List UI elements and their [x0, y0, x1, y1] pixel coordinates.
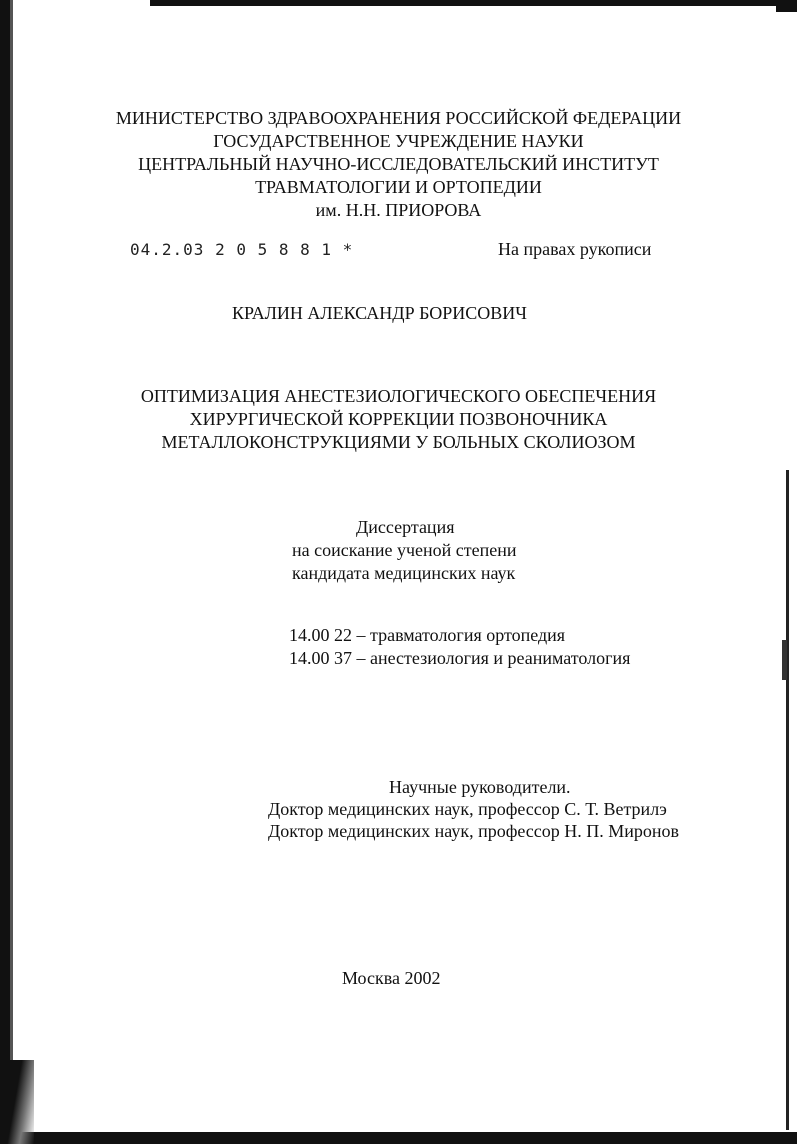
- rights-note: На правах рукописи: [498, 239, 652, 259]
- scan-edge-bottom: [0, 1132, 797, 1144]
- title-line-3: МЕТАЛЛОКОНСТРУКЦИЯМИ У БОЛЬНЫХ СКОЛИОЗОМ: [161, 432, 636, 452]
- supervisors-heading: Научные руководители.: [389, 777, 571, 797]
- scan-edge-right-mark: [782, 640, 787, 680]
- header-institution-type: ГОСУДАРСТВЕННОЕ УЧРЕЖДЕНИЕ НАУКИ: [213, 131, 584, 151]
- scan-edge-top-right: [776, 0, 797, 12]
- scan-edge-right: [786, 470, 789, 1130]
- header-institute-field: ТРАВМАТОЛОГИИ И ОРТОПЕДИИ: [255, 177, 542, 197]
- supervisor-2: Доктор медицинских наук, профессор Н. П. Миронов: [268, 821, 680, 841]
- place-year: Москва 2002: [342, 968, 441, 988]
- specialty-code-1: 14.00 22 – травматология ортопедия: [289, 625, 566, 645]
- scan-edge-bottom-left: [0, 1060, 34, 1144]
- dissertation-degree-name: кандидата медицинских наук: [292, 563, 516, 583]
- dissertation-label: Диссертация: [356, 517, 455, 537]
- header-ministry: МИНИСТЕРСТВО ЗДРАВООХРАНЕНИЯ РОССИЙСКОЙ ФЕДЕРАЦИИ: [115, 108, 682, 128]
- header-institute-honoree: им. Н.Н. ПРИОРОВА: [315, 200, 482, 220]
- supervisor-1: Доктор медицинских наук, профессор С. Т. Ветрилэ: [268, 799, 667, 819]
- header-institute-name: ЦЕНТРАЛЬНЫЙ НАУЧНО-ИССЛЕДОВАТЕЛЬСКИЙ ИНСТИТУТ: [138, 154, 659, 174]
- title-line-2: ХИРУРГИЧЕСКОЙ КОРРЕКЦИИ ПОЗВОНОЧНИКА: [189, 409, 608, 429]
- specialty-code-2: 14.00 37 – анестезиология и реаниматология: [289, 648, 631, 668]
- scan-edge-top: [150, 0, 780, 6]
- title-line-1: ОПТИМИЗАЦИЯ АНЕСТЕЗИОЛОГИЧЕСКОГО ОБЕСПЕЧЕНИЯ: [140, 386, 657, 406]
- dissertation-degree-line: на соискание ученой степени: [292, 540, 517, 560]
- author-name: КРАЛИН АЛЕКСАНДР БОРИСОВИЧ: [232, 303, 528, 323]
- registration-stamp: 04.2.03 2 0 5 8 8 1 *: [130, 240, 354, 259]
